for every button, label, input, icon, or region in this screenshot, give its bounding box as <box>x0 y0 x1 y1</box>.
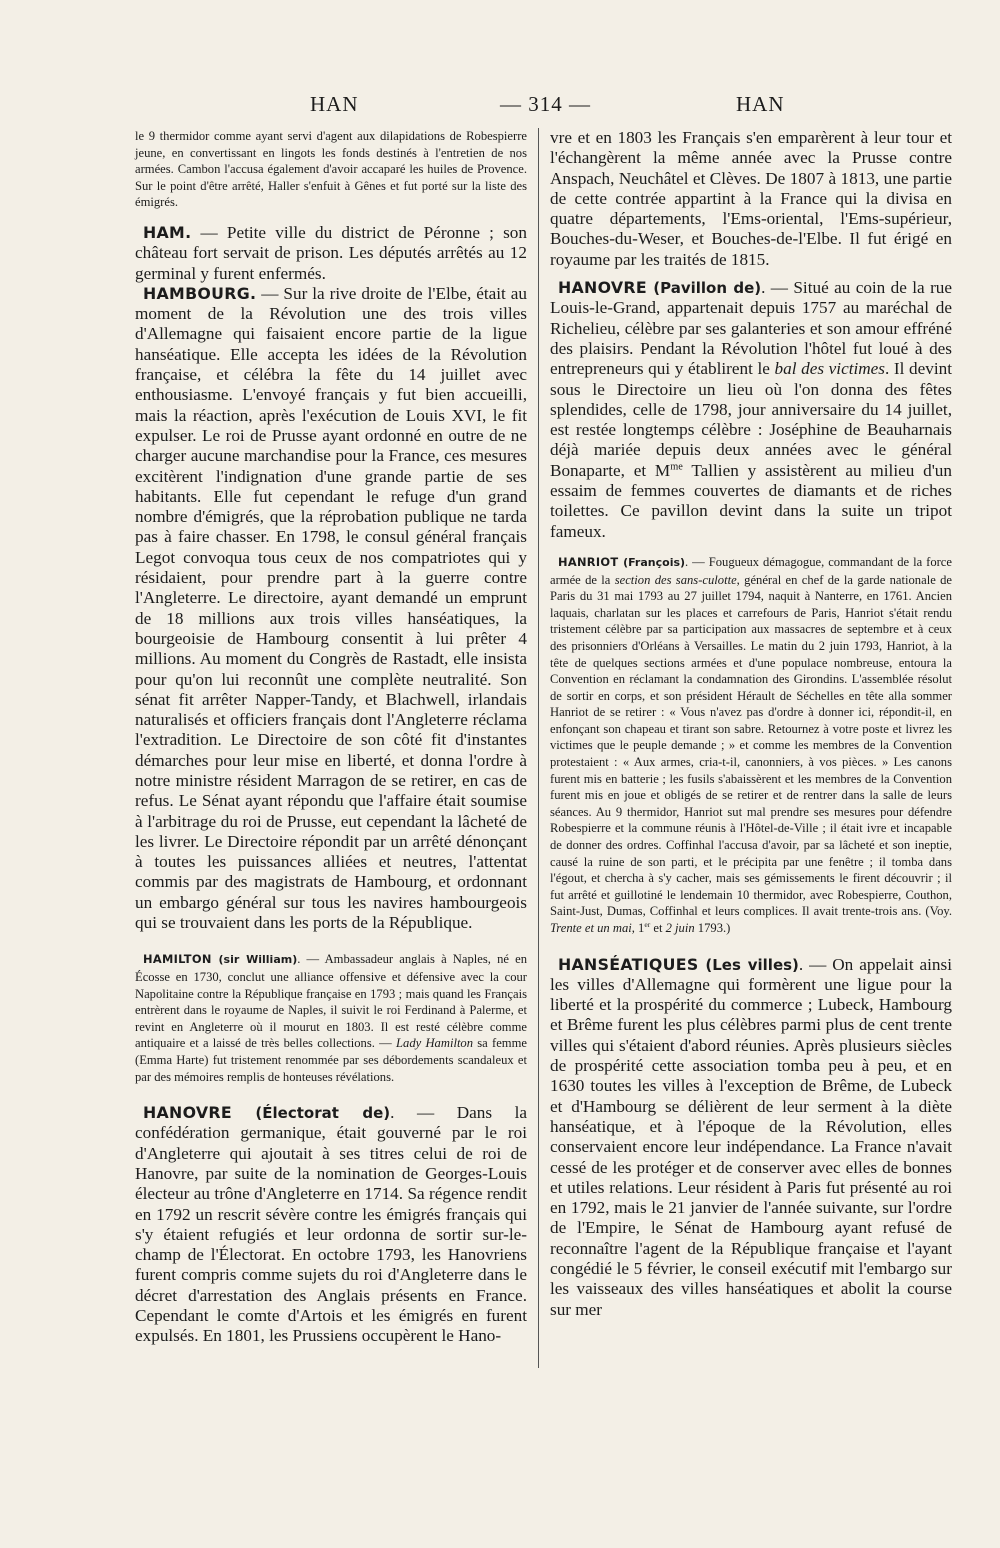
entry-hamilton-text-1: . — Ambassadeur anglais à Naples, né en Écosse en 1730, conclut une alliance offensive et défensive avec la cour Napolitaine contre la République française en 1793 ; mais quand les Français entrèrent dans le royaume de Naples, il suivit le roi Ferdinand à Palerme, et revint en Angleterre où il mourut en 1803. Il est resté célèbre comme antiquaire et a laissé de très belles collections. — <box>135 952 527 1051</box>
entry-hanriot-italic-1: section des sans-culotte <box>614 572 737 587</box>
headword-hanovre-pavillon: HANOVRE <box>558 278 647 298</box>
entry-hanovre-pavillon-text-3: Tallien y assistèrent au milieu d'un essaim de femmes couvertes de diamants et de riches toilettes. Ce pavillon devint dans la suite un tripot fameux. <box>550 460 952 541</box>
headword-hamilton-qualifier: (sir William) <box>211 953 298 967</box>
running-head-left: HAN <box>310 92 359 116</box>
entry-hanriot-italic-3: 2 juin <box>665 921 695 935</box>
headword-hambourg: HAMBOURG. <box>143 283 257 303</box>
entry-hanovre-electorat <box>135 1103 527 1347</box>
entry-hanriot-italic-2: Trente et un mai <box>550 921 632 935</box>
entry-hanriot-text-5: 1793.) <box>694 921 731 935</box>
headword-hanovre-electorat-qualifier: (Électorat de) <box>231 1104 391 1123</box>
headword-hanriot: HANRIOT <box>558 554 619 569</box>
page-number: — 314 — <box>500 92 591 116</box>
entry-hanriot-text-3: , 1 <box>631 921 645 935</box>
entry-hanovre-pavillon-text-2: . Il devint sous le Directoire un lieu où l'on donna des fêtes splendides, celle de 1798, jour anniversaire du 14 juillet, est restée longtemps célèbre : Joséphine de Beauharnais déjà mariée depuis deux années avec le général Bonaparte, et M <box>550 359 952 480</box>
entry-hanriot-text-4: et <box>650 921 666 935</box>
entry-hanovre-pavillon <box>550 278 952 542</box>
entry-hambourg <box>135 284 527 934</box>
headword-hanriot-qualifier: (François) <box>618 555 686 569</box>
entry-hambourg-text: — Sur la rive droite de l'Elbe, était au moment de la Révolution une des trois villes d'Allemagne qui faisaient encore partie de la ligue hanséatique. Elle accepta les idées de la Révolution française, et célébra la fête du 14 juillet avec enthousiasme. L'envoyé français y fut bien accueilli, mais la réaction, après l'exécution de Louis XVI, le fit expulser. Le roi de Prusse ayant ordonné en outre de ne charger aucune marchandise pour la France, ces mesures excitèrent l'indignation d'une grande partie de ses habitants. Elle fut cependant le refuge d'un grand nombre d'émigrés, que la réprobation publique ne tarda pas à faire chasser. En 1798, le consul général français Legot convoqua tous ceux de nos compatriotes qui y résidaient, pour prendre part à la guerre contre l'Angleterre. Le directoire, ayant demandé un emprunt de 18 millions aux trois villes hanséatiques, la bourgeoisie de Hambourg consentit à lui prêter 4 millions. Au moment du Congrès de Rastadt, elle insista pour qu'on lui reconnût une complète neutralité. Son sénat fit arrêter Napper-Tandy, et Blachwell, irlandais naturalisés et officiers français dont l'Angleterre réclama l'extradition. Le Directoire de son côté fit d'instantes démarches pour leur mise en liberté, et donna l'ordre à notre ministre résident Marragon de se retirer, en cas de refus. Le Sénat ayant répondu que l'affaire était soumise à l'arbitrage du roi de Prusse, eut cependant la lâcheté de les livrer. Le Directoire répondit par un arrêté dénonçant à toutes les puissances alliées et neutres, l'attentat commis par des magistrats de Hambourg, et ordonnant un embargo général sur tous les navires hambourgeois qui se trouvaient dans les ports de la République. <box>135 283 527 933</box>
headword-hanseatiques: HANSÉATIQUES <box>558 954 699 974</box>
entry-hanriot-text-2: , général en chef de la garde nationale de Paris du 31 mai 1793 au 27 juillet 1794, naquit à Nanterre, en 1761. Ancien laquais, charlatan sur les places et carrefours de Paris, Hanriot s'était rendu tristement célèbre par sa participation aux massacres de septembre et à ceux des prisonniers d'Orléans à Versailles. Le matin du 2 juin 1793, Hanriot, à la tête de quelques sections armées et d'une populace nombreuse, entoura la Convention en réclamant la condamnation des Girondins. L'assemblée résolut de sortir en corps, et son président Hérault de Séchelles en tête alla sommer Hanriot de se retirer : « Vous n'avez pas d'ordre à donner ici, répondit-il, en enfonçant son chapeau et tirant son sabre. Retournez à votre poste et livrez les victimes que le peuple demande ; » et comme les membres de la Convention protestaient : « Aux armes, cria-t-il, canonniers, à vos pièces. » Les canons furent mis en batterie ; les fusils s'abaissèrent et les membres de la Convention furent mis en joue et obligés de se retirer et de rentrer dans la salle de leurs séances. Au 9 thermidor, Hanriot sut mal prendre ses mesures pour défendre Robespierre et la commune réunis à l'Hôtel-de-Ville ; il était ivre et incapable de donner des ordres. Coffinhal l'accusa d'avoir, par sa lâcheté et son ineptie, causé la ruine de son parti, et le précipita par une fenêtre ; il tomba dans l'égout, et chercha à s'y cacher, mais ses gémissements le firent découvrir ; il fut arrêté et guillotiné le lendemain 10 thermidor, avec Robespierre, Couthon, Saint-Just, Dumas, Coffinhal et leurs complices. Il avait trente-trois ans. (Voy. <box>550 572 952 919</box>
entry-hamilton-text-2: sa femme (Emma Harte) fut tristement renommée par ses débordements scandaleux et par des mémoires remplis de honteuses révélations. <box>135 1036 527 1084</box>
entry-haller-continued: le 9 thermidor comme ayant servi d'agent aux dilapidations de Robespierre jeune, en convertissant en lingots les fonds destinés à l'entretien de nos armées. Cambon l'accusa également d'avoir accaparé les huiles de Provence. Sur le point d'être arrêté, Haller s'enfuit à Gênes et fut porté sur la liste des émigrés. <box>135 129 527 210</box>
entry-ham-text: — Petite ville du district de Péronne ; son château fort servait de prison. Les députés arrêtés au 12 germinal y furent enfermés. <box>135 222 527 283</box>
entry-hanriot <box>550 554 952 937</box>
right-column <box>550 128 952 1320</box>
column-divider <box>538 128 539 1368</box>
entry-hanovre-pavillon-italic: bal des victimes <box>774 359 885 379</box>
entry-hanovre-pavillon-superscript: me <box>670 461 683 473</box>
left-column <box>135 128 527 1347</box>
entry-hamilton-italic: Lady Hamilton <box>396 1036 474 1051</box>
running-head <box>100 92 930 122</box>
entry-hanovre-pavillon-text-1: . — Situé au coin de la rue Louis-le-Grand, appartenait depuis 1757 au maréchal de Richelieu, célèbre par ses galanteries et son amour effréné des plaisirs. Pendant la Révolution l'hôtel fut loué à des entrepreneurs qui y établirent le <box>550 278 953 379</box>
headword-hanovre-pavillon-qualifier: (Pavillon de) <box>646 279 762 298</box>
entry-hanseatiques <box>550 955 952 1320</box>
entry-hanseatiques-text: . — On appelait ainsi les villes d'Allemagne qui formèrent une ligue pour la liberté et la prospérité du commerce ; Lubeck, Hambourg et Brême furent les plus célèbres parmi plus de cent trente villes qui s'étaient d'abord réunies. Après plusieurs siècles de prospérité cette association tomba peu à peu, et en 1630 toutes les villes à l'exception de Brême, de Lubeck et d'Hambourg se délièrent de leur serment à la diète hanséatique, et à l'époque de la Révolution, elles conservaient encore leur indépendance. La France n'avait cessé de les protéger et de conserver avec elles de bonnes et utiles relations. Leur résident à Paris fut présenté au roi en 1792, mais le 21 janvier de l'année suivante, sur l'ordre de l'Empire, le Sénat de Hambourg ayant refusé de reconnaître l'agent de la République française et l'ayant congédié le 5 février, le conseil exécutif mit l'embargo sur les vaisseaux des villes hanséatiques et abolit la course sur mer <box>550 954 952 1319</box>
headword-hanovre-electorat: HANOVRE <box>143 1103 232 1123</box>
entry-hanovre-continued: vre et en 1803 les Français s'en emparèrent à leur tour et l'échangèrent la même année avec la Prusse contre Anspach, Neuchâtel et Clèves. De 1807 à 1813, une partie de cette contrée appartint à la France qui la divisa en quatre départements, l'Ems-oriental, l'Ems-supérieur, Bouches-du-Weser, et Bouches-de-l'Elbe. Il fut érigé en royaume par les traités de 1815. <box>550 128 952 269</box>
headword-ham: HAM. <box>143 222 192 242</box>
entry-hanriot-superscript: er <box>644 919 651 929</box>
headword-hamilton: HAMILTON <box>143 952 212 967</box>
entry-hanriot-text-1: . — Fougueux démagogue, commandant de la force armée de la <box>550 554 952 587</box>
entry-hanovre-electorat-text: . — Dans la confédération germanique, était gouverné par le roi d'Angleterre qui ajoutait à ses titres celui de roi de Hanovre, par suite de la nomination de Georges-Louis électeur au trône d'Angleterre en 1714. Sa régence rendit en 1792 un rescrit sévère contre les émigrés français qui s'y étaient refugiés et leur ordonna de sortir sur-le-champ de l'Électorat. En octobre 1793, les Hanovriens furent compris comme sujets du roi d'Angleterre dans le décret d'arrestation des Anglais présents en France. Cependant le comte d'Artois et les émigrés en furent expulsés. En 1801, les Prussiens occupèrent le Hano- <box>135 1103 527 1346</box>
entry-hamilton <box>135 951 527 1085</box>
entry-ham <box>135 223 527 284</box>
running-head-right: HAN <box>736 92 785 116</box>
headword-hanseatiques-qualifier: (Les villes) <box>698 955 799 974</box>
